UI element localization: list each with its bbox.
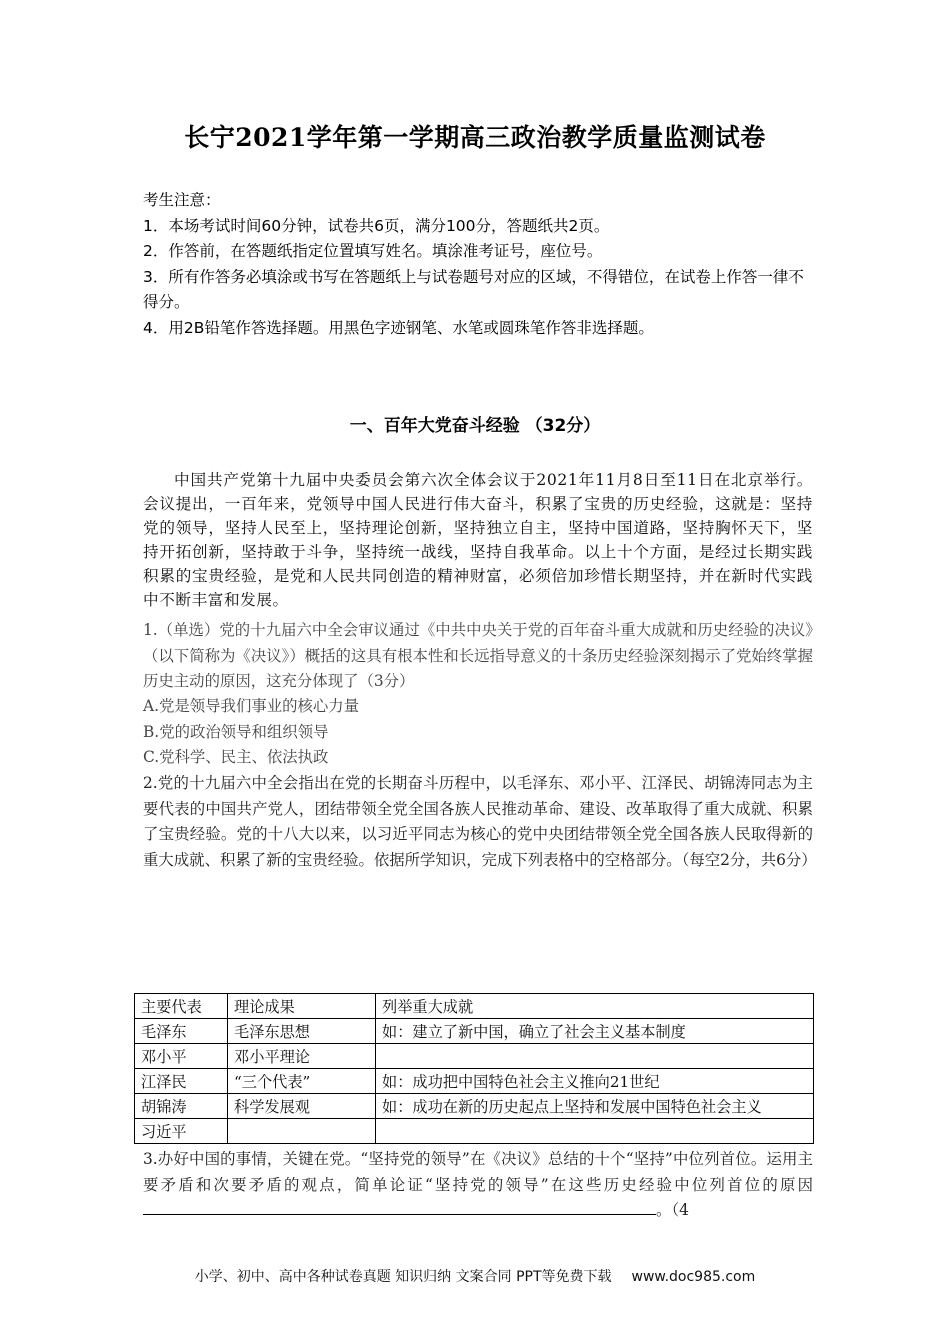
section-intro: 中国共产党第十九届中央委员会第六次全体会议于2021年11月8日至11日在北京举行。会议提出，一百年来，党领导中国人民进行伟大奋斗，积累了宝贵的历史经验，这就是：坚持党的领导，坚持人民至上，坚持理论创新，坚持独立自主，坚持中国道路，坚持胸怀天下，坚持开拓创新，坚持敢于斗争，坚持统一战线，坚持自我革命。以上十个方面，是经过长期实践积累的宝贵经验，是党和人民共同创造的精神财富，必须倍加珍惜长期坚持，并在新时代实践中不断丰富和发展。 bbox=[143, 471, 813, 609]
table-blank-cell[interactable] bbox=[376, 1119, 814, 1144]
table-row bbox=[135, 1119, 814, 1144]
question-3-stem: 3.办好中国的事情，关键在党。“坚持党的领导”在《决议》总结的十个“坚持”中位列首位。运用主要矛盾和次要矛盾的观点，简单论证“坚持党的领导”在这些历史经验中位列首位的原因 bbox=[143, 1150, 813, 1194]
table-cell: 如：成功在新的历史起点上坚持和发展中国特色社会主义 bbox=[376, 1094, 814, 1119]
table-header-cell: 理论成果 bbox=[228, 994, 376, 1019]
exam-title: 长宁2021学年第一学期高三政治教学质量监测试卷 bbox=[184, 123, 766, 152]
section-title: 一、百年大党奋斗经验 （32分） bbox=[349, 416, 601, 436]
table-cell: 习近平 bbox=[135, 1119, 228, 1144]
table-header-cell: 主要代表 bbox=[135, 994, 228, 1019]
note-item: 2．作答前，在答题纸指定位置填写姓名。填涂准考证号，座位号。 bbox=[143, 242, 603, 260]
note-item: 1．本场考试时间60分钟，试卷共6页，满分100分，答题纸共2页。 bbox=[143, 216, 610, 235]
note-item: 3．所有作答务必填涂或书写在答题纸上与试卷题号对应的区域，不得错位，在试卷上作答一律不得分。 bbox=[143, 267, 804, 311]
note-item: 4．用2B铅笔作答选择题。用黑色字迹钢笔、水笔或圆珠笔作答非选择题。 bbox=[143, 318, 654, 337]
table-cell: “三个代表” bbox=[228, 1069, 376, 1094]
table-blank-cell[interactable] bbox=[228, 1119, 376, 1144]
answer-blank[interactable] bbox=[143, 1200, 656, 1215]
table-row bbox=[135, 1019, 814, 1044]
table-header-cell: 列举重大成就 bbox=[376, 994, 814, 1019]
question-3-tail: 。（4 bbox=[656, 1201, 689, 1220]
page-footer bbox=[0, 1266, 950, 1286]
table-cell: 如：成功把中国特色社会主义推向21世纪 bbox=[376, 1069, 814, 1094]
question-2-stem: 2.党的十九届六中全会指出在党的长期奋斗历程中，以毛泽东、邓小平、江泽民、胡锦涛同志为主要代表的中国共产党人，团结带领全党全国各族人民推动革命、建设、改革取得了重大成就、积累了宝贵经验。党的十八大以来，以习近平同志为核心的党中央团结带领全党全国各族人民取得新的重大成就、积累了新的宝贵经验。依据所学知识，完成下列表格中的空格部分。（每空2分，共6分） bbox=[143, 774, 817, 869]
question-1-options bbox=[143, 694, 813, 771]
option-a[interactable]: A.党是领导我们事业的核心力量 bbox=[143, 697, 360, 715]
achievements-table bbox=[134, 993, 814, 1144]
table-row bbox=[135, 1044, 814, 1069]
footer-url[interactable]: www.doc985.com bbox=[631, 1269, 756, 1285]
option-c[interactable]: C.党科学、民主、依法执政 bbox=[143, 748, 329, 767]
notes-heading: 考生注意： bbox=[143, 191, 221, 209]
question-1-stem: 1.（单选）党的十九届六中全会审议通过《中共中央关于党的百年奋斗重大成就和历史经验的决议》（以下简称为《决议》）概括的这具有根本性和长远指导意义的十条历史经验深刻揭示了党始终掌握历史主动的原因，这充分体现了（3分） bbox=[143, 621, 813, 691]
table-blank-cell[interactable] bbox=[376, 1044, 814, 1069]
table-cell: 如：建立了新中国，确立了社会主义基本制度 bbox=[376, 1019, 814, 1044]
table-cell: 毛泽东 bbox=[135, 1019, 228, 1044]
footer-text: 小学、初中、高中各种试卷真题 知识归纳 文案合同 PPT等免费下载 bbox=[194, 1269, 612, 1285]
table-cell: 邓小平理论 bbox=[228, 1044, 376, 1069]
table-row bbox=[135, 1069, 814, 1094]
table-cell: 邓小平 bbox=[135, 1044, 228, 1069]
table-cell: 胡锦涛 bbox=[135, 1094, 228, 1119]
question-3 bbox=[143, 1147, 813, 1224]
table-cell: 江泽民 bbox=[135, 1069, 228, 1094]
exam-notes bbox=[143, 188, 813, 341]
table-cell: 科学发展观 bbox=[228, 1094, 376, 1119]
table-cell: 毛泽东思想 bbox=[228, 1019, 376, 1044]
table-header-row bbox=[135, 994, 814, 1019]
table-row bbox=[135, 1094, 814, 1119]
option-b[interactable]: B.党的政治领导和组织领导 bbox=[143, 722, 329, 741]
